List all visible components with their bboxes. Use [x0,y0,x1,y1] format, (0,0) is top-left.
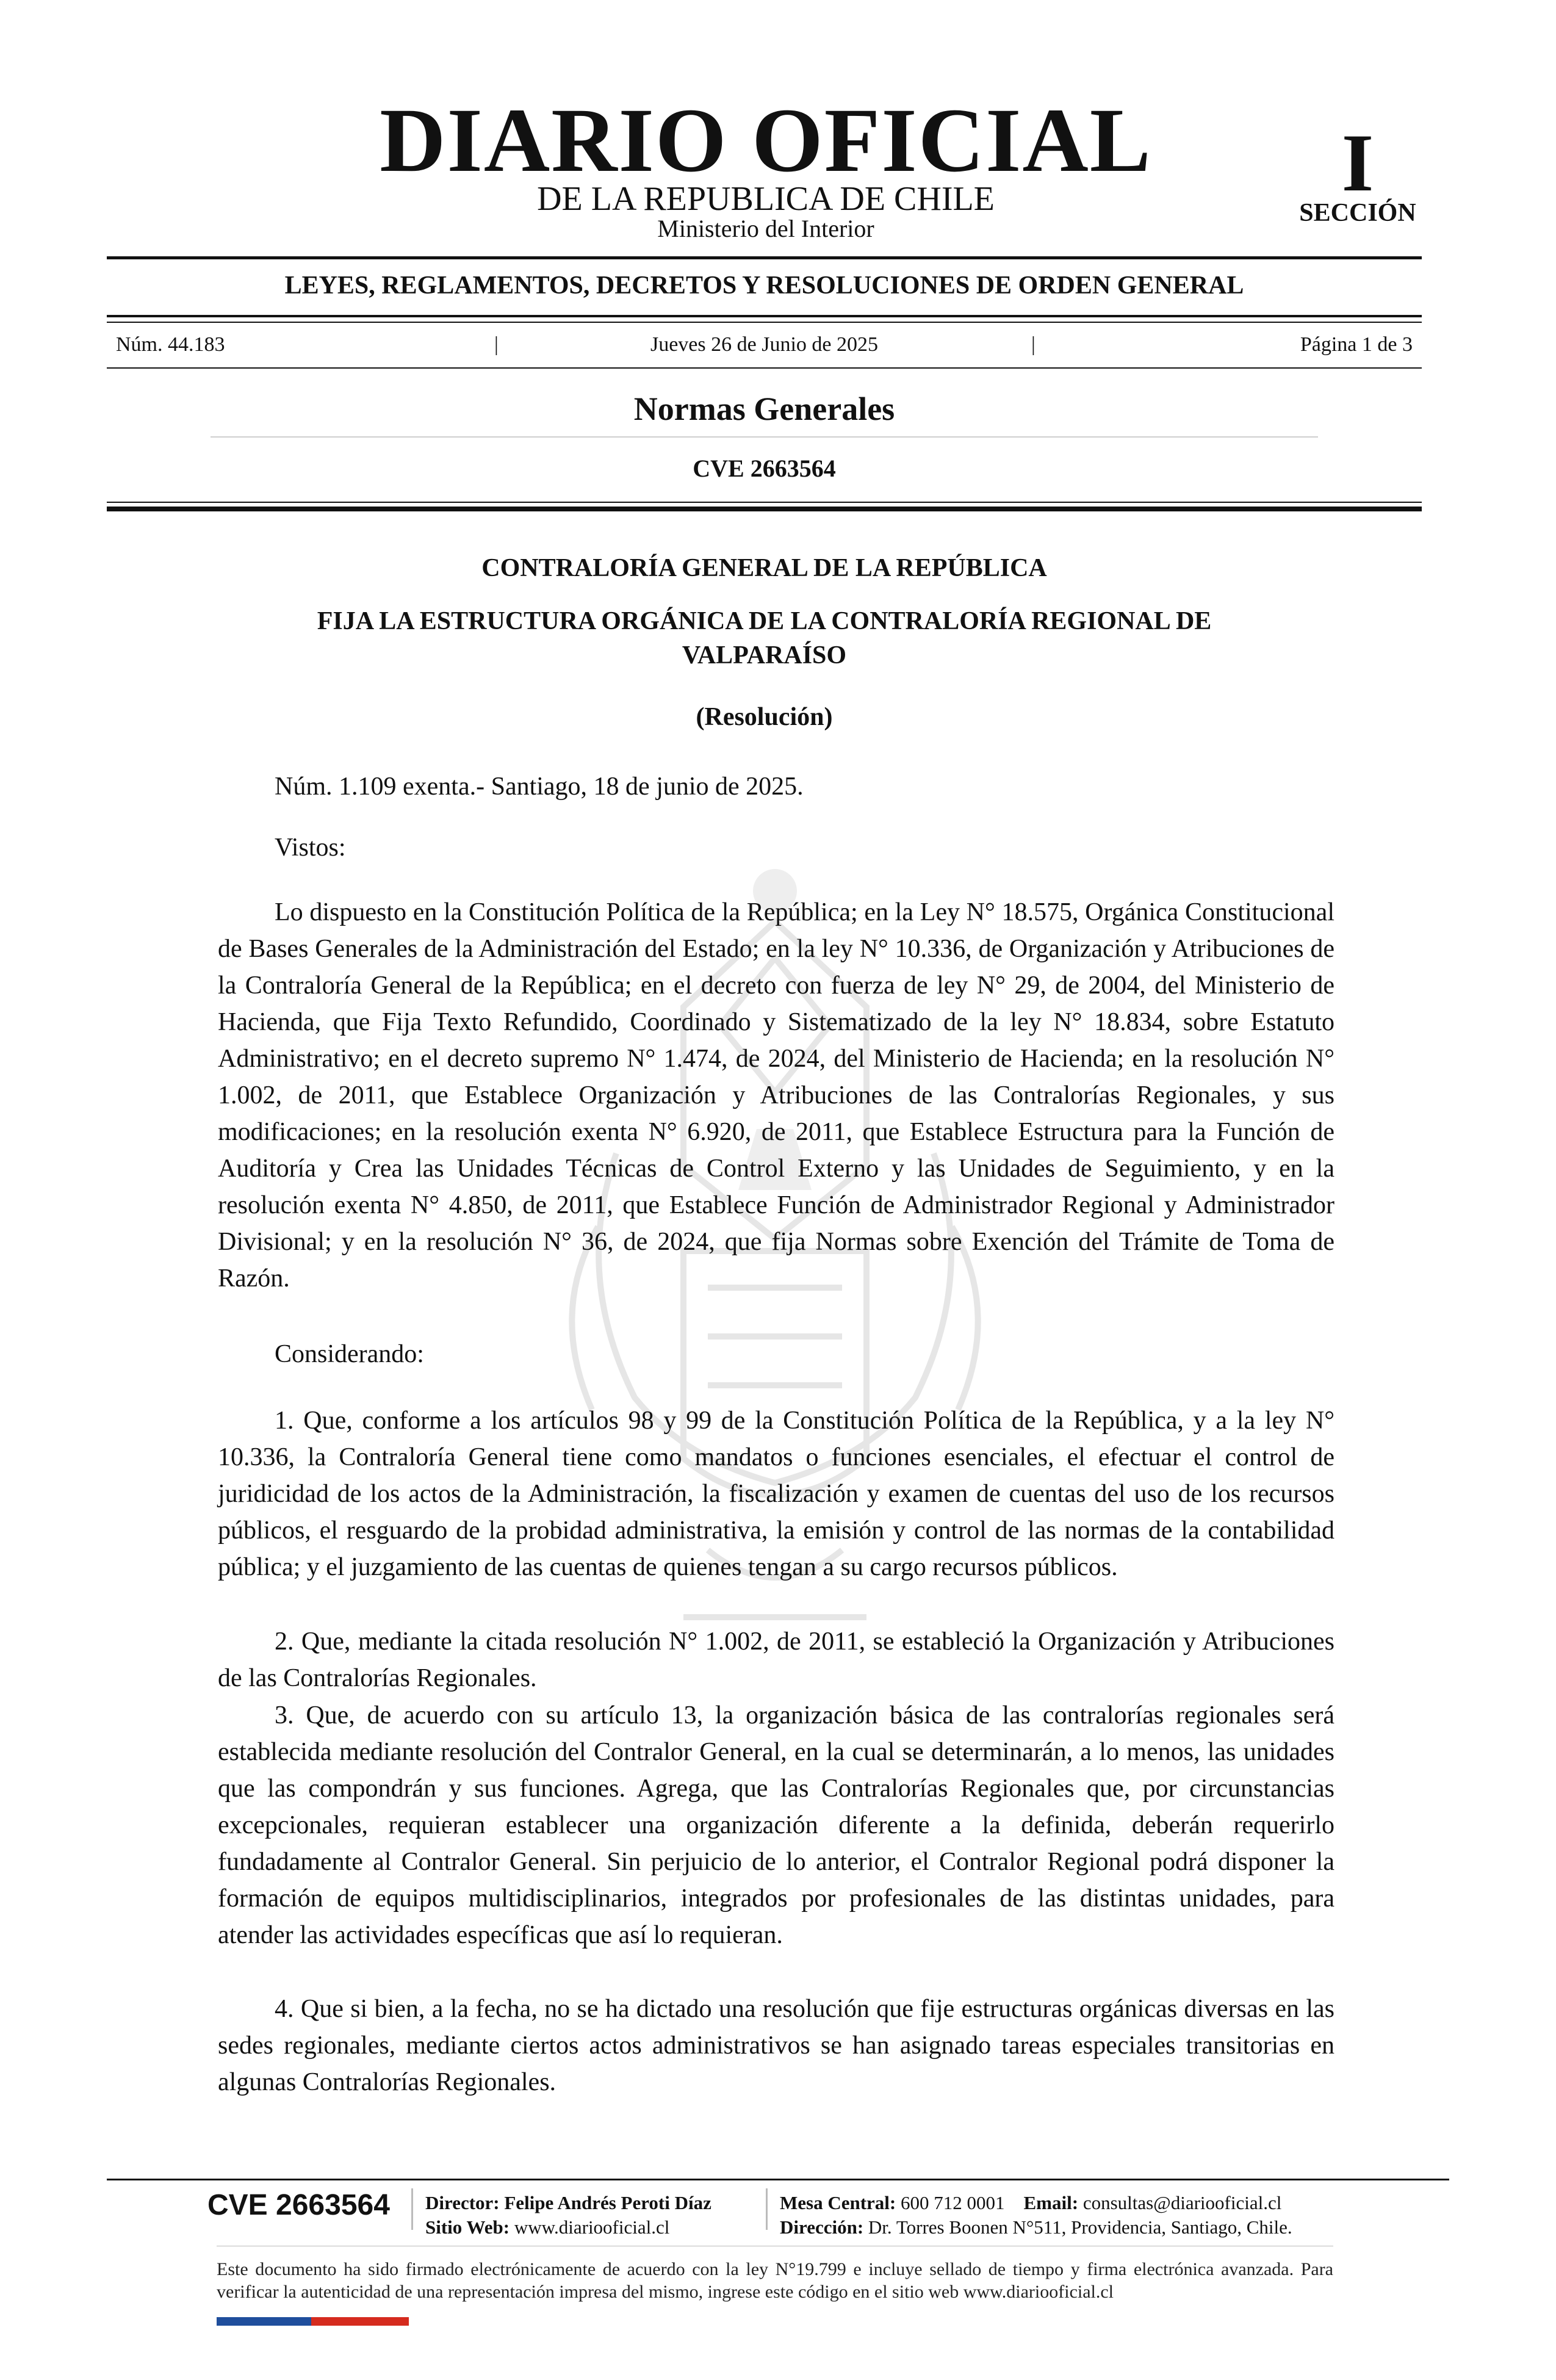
vistos-paragraph: Lo dispuesto en la Constitución Política de la República; en la Ley N° 18.575, Orgánica Constitucional de Bases Generales de la Administración del Estado; en la ley N° 10.336, de Organización y Atribuciones de la Contraloría General de la República; en el decreto con fuerza de ley N° 29, de 2004, del Ministerio de Hacienda, que Fija Texto Refundido, Coordinado y Sistematizado de la ley N° 18.834, sobre Estatuto Administrativo; en el decreto supremo N° 1.474, de 2024, del Ministerio de Hacienda; en la resolución N° 1.002, de 2011, que Establece Organización y Atribuciones de las Contralorías Regionales, y sus modificaciones; en la resolución exenta N° 6.920, de 2011, que Establece Estructura para la Función de Auditoría y Crea las Unidades Técnicas de Control Externo y las Unidades de Seguimiento, y en la resolución exenta N° 4.850, de 2011, que Establece Función de Administrador Regional y Administrador Divisional; y en la resolución N° 36, de 2024, que fija Normas sobre Exención del Trámite de Toma de Razón. [218,898,1334,1293]
issue-number: Núm. 44.183 [116,333,225,356]
header-rule-info-top [107,322,1422,323]
footer-address-label: Dirección: [780,2216,864,2238]
flag-stripe-red [311,2317,409,2326]
footer-divider [411,2188,413,2230]
section-title: Normas Generales [633,391,895,427]
vistos-heading: Vistos: [275,834,346,862]
issuing-organization: CONTRALORÍA GENERAL DE LA REPÚBLICA [481,554,1047,582]
footer-website [425,2215,669,2240]
considerando-paragraph-2: 2. Que, mediante la citada resolución N° 1.002, de 2011, se estableció la Organización y Atribuciones de las Contralorías Regionales. [218,1628,1334,1692]
footer-email-label: Email: [1023,2192,1079,2213]
info-separator: | [494,333,499,356]
flag-stripe-blue [217,2317,311,2326]
footer-email-link[interactable]: consultas@diariooficial.cl [1082,2192,1282,2213]
header-rule-band-bottom [107,315,1422,317]
footer-director [425,2191,711,2215]
footer-signature-notice: Este documento ha sido firmado electrónicamente de acuerdo con la ley N°19.799 e incluye sellado de tiempo y firma electrónica avanzada. Para verificar la autenticidad de una representación impresa del mismo, ingrese este código en el sitio web www.diariooficial.cl [217,2259,1333,2302]
footer-phone: 600 712 0001 [901,2192,1005,2213]
footer-phone-label: Mesa Central: [780,2192,896,2213]
footer-divider [766,2188,768,2230]
footer-address [780,2215,1292,2240]
document-title: FIJA LA ESTRUCTURA ORGÁNICA DE LA CONTRALORÍA REGIONAL DE VALPARAÍSO [317,607,1212,669]
footer-website-link[interactable]: www.diariooficial.cl [514,2216,670,2238]
footer-website-label: Sitio Web: [425,2216,510,2238]
considerando-paragraph-3: 3. Que, de acuerdo con su artículo 13, la organización básica de las contralorías regionales será establecida mediante resolución del Contralor General, en la cual se determinarán, a lo menos, las unidades que las compondrán y sus funciones. Agrega, que las Contralorías Regionales que, por circunstancias excepcionales, requieran establecer una organización diferente a la definida, deberán requerirlo fundadamente al Contralor General. Sin perjuicio de lo anterior, el Contralor Regional podrá disponer la formación de equipos multidisciplinarios, integrados por profesionales de las distintas unidades, para atender las actividades específicas que así lo requieran. [218,1701,1334,1949]
info-rule-bottom [107,367,1422,369]
footer-director-label: Director: [425,2192,500,2213]
header-rule-top [107,256,1422,259]
resolution-number-line: Núm. 1.109 exenta.- Santiago, 18 de junio de 2025. [275,773,804,801]
considerando-paragraph-1: 1. Que, conforme a los artículos 98 y 99 de la Constitución Política de la República, y a la ley N° 10.336, la Contraloría General tiene como mandatos o funciones esenciales, el efectuar el control de juridicidad de los actos de la Administración, la fiscalización y examen de cuentas del uso de los recursos públicos, el resguardo de la probidad administrativa, la emisión y control de las normas de la contabilidad pública; y el juzgamiento de las cuentas de quienes tengan a su cargo recursos públicos. [218,1407,1334,1581]
masthead-title: DIARIO OFICIAL [380,90,1152,191]
band-title: LEYES, REGLAMENTOS, DECRETOS Y RESOLUCIONES DE ORDEN GENERAL [284,272,1244,300]
masthead-subtitle: DE LA REPUBLICA DE CHILE [537,180,995,218]
page-indicator: Página 1 de 3 [1300,333,1413,356]
section-number: I [1341,118,1374,209]
footer-cve: CVE 2663564 [207,2189,390,2221]
document-type: (Resolución) [696,703,833,731]
section-cve: CVE 2663564 [693,455,836,482]
footer-rule [107,2179,1449,2180]
info-separator: | [1031,333,1036,356]
section-rule-thick [107,507,1422,511]
footer-address-value: Dr. Torres Boonen N°511, Providencia, Santiago, Chile. [868,2216,1292,2238]
section-rule-thin [107,502,1422,503]
masthead-ministry: Ministerio del Interior [657,215,874,242]
section-label: SECCIÓN [1299,199,1416,227]
issue-date: Jueves 26 de Junio de 2025 [650,333,878,356]
footer-contact [780,2191,1281,2215]
section-divider [211,436,1318,438]
considerando-heading: Considerando: [275,1340,424,1368]
footer-director-name: Felipe Andrés Peroti Díaz [504,2192,711,2213]
considerando-paragraph-4: 4. Que si bien, a la fecha, no se ha dictado una resolución que fije estructuras orgánicas diversas en las sedes regionales, mediante ciertos actos administrativos se han asignado tareas especiales transitorias en algunas Contralorías Regionales. [218,1995,1334,2096]
